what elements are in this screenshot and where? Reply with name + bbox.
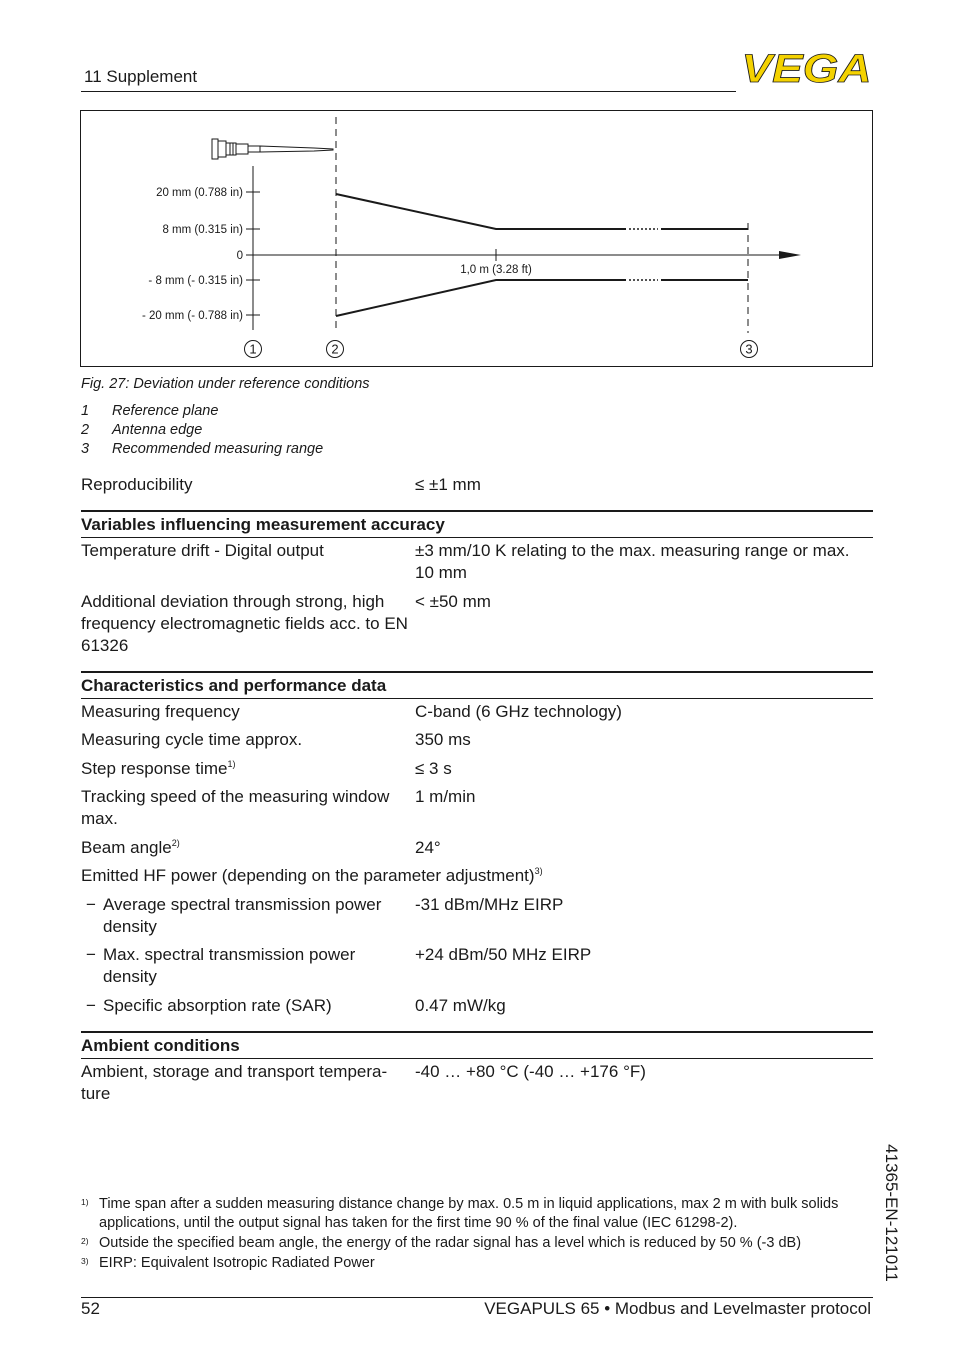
legend-number: 2 — [81, 422, 90, 438]
list-dash: − — [86, 895, 96, 914]
spec-label: Reproducibility — [81, 475, 193, 494]
section-title: 11 Supplement — [84, 67, 198, 86]
legend-item — [81, 440, 323, 459]
spec-label: Average spectral transmission power density — [103, 895, 382, 936]
header-divider — [81, 91, 736, 92]
spec-label: Tracking speed of the measuring window max. — [81, 787, 390, 828]
marker-1-number: 1 — [249, 341, 257, 357]
vega-logo-text: VEGA — [741, 50, 872, 86]
legend-text: Recommended measuring range — [112, 441, 324, 457]
footnote-ref: 1) — [227, 759, 236, 769]
marker-3-number: 3 — [745, 341, 753, 357]
y-label-zero: 0 — [236, 250, 243, 262]
document-title: VEGAPULS 65 • Modbus and Levelmaster protocol — [484, 1299, 871, 1318]
marker-1 — [245, 341, 262, 358]
footer-divider — [81, 1297, 873, 1298]
legend-text: Antenna edge — [112, 422, 203, 438]
x-label-1m: 1,0 m (3.28 ft) — [460, 264, 532, 276]
spec-value: -31 dBm/MHz EIRP — [415, 895, 564, 914]
footnote — [81, 1195, 871, 1233]
spec-value: ≤ ±1 mm — [415, 475, 481, 494]
marker-2 — [327, 341, 344, 358]
y-label-minus-20mm: - 20 mm (- 0.788 in) — [142, 310, 243, 322]
list-dash: − — [86, 996, 96, 1015]
legend-item — [81, 402, 323, 421]
marker-3 — [741, 341, 758, 358]
footnote — [81, 1254, 871, 1273]
section-heading-ambient: Ambient conditions — [81, 1031, 873, 1059]
document-code — [880, 1133, 902, 1293]
spec-value: ≤ 3 s — [415, 759, 452, 778]
spec-value: 1 m/min — [415, 787, 476, 806]
spec-value: C-band (6 GHz technology) — [415, 702, 622, 721]
legend-text: Reference plane — [112, 403, 219, 419]
spec-value: < ±50 mm — [415, 592, 491, 611]
spec-label — [81, 837, 411, 859]
page-number: 52 — [81, 1299, 100, 1318]
footnote-text: Time span after a sudden measuring distance change by max. 0.5 m in liquid applications, max 2 m with bulk solids applications, until the output signal has taken for the first time 90 % of the final value (IEC 61298-2). — [99, 1196, 839, 1231]
vega-logo — [740, 50, 873, 86]
x-axis-arrow — [779, 251, 801, 259]
spec-value: 350 ms — [415, 730, 471, 749]
marker-2-number: 2 — [331, 341, 339, 357]
footnote-mark: 2) — [81, 1236, 89, 1246]
lower-deviation-line — [336, 280, 626, 316]
spec-label-text: Beam angle — [81, 838, 172, 857]
footnote-mark: 1) — [81, 1197, 89, 1207]
footnote-mark: 3) — [81, 1256, 89, 1266]
spec-value: ±3 mm/10 K relating to the max. measuring range or max. 10 mm — [415, 541, 850, 582]
spec-label — [81, 758, 411, 780]
spec-value: -40 … +80 °C (-40 … +176 °F) — [415, 1062, 646, 1081]
spec-label — [81, 865, 543, 887]
footnote-ref: 2) — [171, 838, 180, 848]
figure-caption: Fig. 27: Deviation under reference conditions — [81, 376, 370, 392]
figure-legend — [81, 402, 323, 459]
document-code-text: 41365-EN-121011 — [882, 1144, 901, 1282]
spec-label: Additional deviation through strong, high frequency electromagnetic fields acc. to EN 61326 — [81, 592, 408, 655]
legend-number: 3 — [81, 441, 90, 457]
spec-label-text: Step response time — [81, 759, 228, 778]
legend-number: 1 — [81, 403, 90, 419]
list-dash: − — [86, 945, 96, 964]
footnotes — [81, 1195, 871, 1274]
spec-label: Specific absorption rate (SAR) — [103, 996, 332, 1015]
footnote-ref: 3) — [534, 866, 543, 876]
spec-label-text: Emitted HF power (depending on the parameter adjustment) — [81, 866, 535, 885]
spec-label: Temperature drift - Digital output — [81, 541, 324, 560]
antenna-icon — [212, 139, 333, 159]
spec-label: Max. spectral transmission power density — [103, 945, 356, 986]
y-label-minus-8mm: - 8 mm (- 0.315 in) — [148, 275, 243, 287]
spec-value: 24° — [415, 838, 441, 857]
section-heading-performance: Characteristics and performance data — [81, 671, 873, 699]
deviation-diagram — [81, 111, 874, 368]
y-label-8mm: 8 mm (0.315 in) — [162, 224, 243, 236]
section-heading-accuracy: Variables influencing measurement accuracy — [81, 510, 873, 538]
footnote-text: Outside the specified beam angle, the energy of the radar signal has a level which is reduced by 50 % (-3 dB) — [99, 1235, 802, 1251]
footnote-text: EIRP: Equivalent Isotropic Radiated Power — [99, 1255, 375, 1271]
y-label-20mm: 20 mm (0.788 in) — [156, 187, 243, 199]
spec-label: Measuring cycle time approx. — [81, 730, 303, 749]
footnote — [81, 1234, 871, 1253]
spec-label: Ambient, storage and transport tempera-ture — [81, 1062, 388, 1103]
spec-value: 0.47 mW/kg — [415, 996, 506, 1015]
legend-item — [81, 421, 323, 440]
upper-deviation-line — [336, 194, 626, 229]
spec-value: +24 dBm/50 MHz EIRP — [415, 945, 592, 964]
spec-label: Measuring frequency — [81, 702, 240, 721]
deviation-figure — [80, 110, 873, 367]
